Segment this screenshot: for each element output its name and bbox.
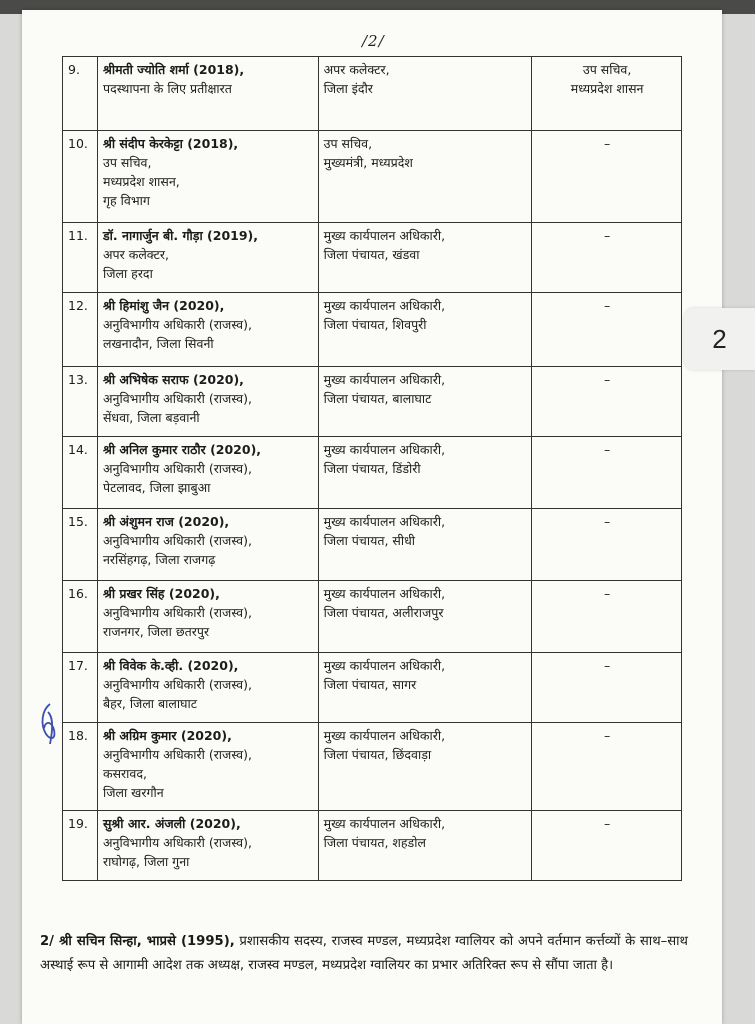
new-post-line: मुख्य कार्यपालन अधिकारी, <box>323 372 446 387</box>
serial-number-cell <box>63 653 98 723</box>
serial-number-cell <box>63 581 98 653</box>
new-post-line: मुख्य कार्यपालन अधिकारी, <box>323 514 446 529</box>
page-number-badge[interactable]: 2 <box>684 308 755 370</box>
new-post-line: जिला पंचायत, बालाघाट <box>323 391 432 406</box>
officer-current-post-line: अनुविभागीय अधिकारी (राजस्व), <box>102 461 252 476</box>
officer-current-post-line: गृह विभाग <box>102 193 150 208</box>
officer-name: डॉ. नागार्जुन बी. गौड़ा (2019), <box>102 228 259 243</box>
officer-current-post-line: अनुविभागीय अधिकारी (राजस्व), <box>102 533 252 548</box>
table-row <box>63 509 682 581</box>
officer-name: श्री विवेक के.व्ही. (2020), <box>102 658 239 673</box>
officer-name: श्री अंशुमन राज (2020), <box>102 514 230 529</box>
additional-charge-line: – <box>603 372 611 387</box>
additional-charge-line: – <box>603 728 611 743</box>
officer-name: श्री हिमांशु जैन (2020), <box>102 298 225 313</box>
officer-name: श्रीमती ज्योति शर्मा (2018), <box>102 62 245 77</box>
serial-number: 15. <box>68 514 88 529</box>
serial-number: 13. <box>68 372 88 387</box>
new-post-cell <box>318 367 532 437</box>
paragraph-lead: 2/ श्री सचिन सिन्हा, भाप्रसे (1995), <box>40 934 235 949</box>
officer-name: श्री अभिषेक सराफ (2020), <box>102 372 244 387</box>
page-mark: /2/ <box>362 32 385 50</box>
table-body <box>63 57 682 881</box>
new-post-line: मुख्य कार्यपालन अधिकारी, <box>323 728 446 743</box>
officer-name: श्री अग्रिम कुमार (2020), <box>102 728 232 743</box>
officer-current-post-line: अनुविभागीय अधिकारी (राजस्व), <box>102 835 252 850</box>
additional-charge-cell <box>532 723 682 811</box>
additional-charge-line: – <box>603 228 611 243</box>
table-row <box>63 367 682 437</box>
new-post-line: अपर कलेक्टर, <box>323 62 390 77</box>
officer-current-post-line: राघोगढ़, जिला गुना <box>102 854 190 869</box>
new-post-line: मुख्य कार्यपालन अधिकारी, <box>323 442 446 457</box>
officer-name: श्री संदीप केरकेट्टा (2018), <box>102 136 239 151</box>
additional-charge-line: – <box>603 586 611 601</box>
serial-number: 10. <box>68 136 88 151</box>
serial-number: 16. <box>68 586 88 601</box>
new-post-line: मुख्य कार्यपालन अधिकारी, <box>323 586 446 601</box>
additional-charge-cell <box>532 581 682 653</box>
new-post-line: मुख्य कार्यपालन अधिकारी, <box>323 816 446 831</box>
serial-number: 17. <box>68 658 88 673</box>
signature-mark <box>36 700 64 748</box>
new-post-cell <box>318 653 532 723</box>
officer-current-post-line: अनुविभागीय अधिकारी (राजस्व), <box>102 605 252 620</box>
officer-current-post-line: अनुविभागीय अधिकारी (राजस्व), <box>102 747 252 762</box>
additional-charge-cell <box>532 811 682 881</box>
new-post-cell <box>318 723 532 811</box>
new-post-line: जिला पंचायत, डिंडोरी <box>323 461 421 476</box>
new-post-cell <box>318 293 532 367</box>
officer-current-post-line: सेंधवा, जिला बड़वानी <box>102 410 200 425</box>
officer-current-post-line: मध्यप्रदेश शासन, <box>102 174 180 189</box>
new-post-line: जिला पंचायत, शिवपुरी <box>323 317 427 332</box>
officer-current-post-line: बैहर, जिला बालाघाट <box>102 696 198 711</box>
officer-current-post-line: अनुविभागीय अधिकारी (राजस्व), <box>102 391 252 406</box>
serial-number: 9. <box>68 62 80 77</box>
table-row <box>63 223 682 293</box>
order-paragraph <box>40 930 688 978</box>
additional-charge-cell <box>532 131 682 223</box>
new-post-line: जिला पंचायत, सीधी <box>323 533 416 548</box>
officer-cell <box>97 653 318 723</box>
new-post-line: जिला पंचायत, शहडोल <box>323 835 426 850</box>
officer-name: सुश्री आर. अंजली (2020), <box>102 816 241 831</box>
officer-cell <box>97 367 318 437</box>
officer-current-post-line: अपर कलेक्टर, <box>102 247 169 262</box>
officer-cell <box>97 223 318 293</box>
table-row <box>63 653 682 723</box>
additional-charge-line: मध्यप्रदेश शासन <box>570 81 644 96</box>
serial-number: 19. <box>68 816 88 831</box>
officer-name: श्री अनिल कुमार राठौर (2020), <box>102 442 262 457</box>
officer-cell <box>97 131 318 223</box>
new-post-cell <box>318 811 532 881</box>
new-post-line: जिला पंचायत, खंडवा <box>323 247 420 262</box>
table-row <box>63 293 682 367</box>
serial-number-cell <box>63 293 98 367</box>
serial-number: 14. <box>68 442 88 457</box>
transfer-table <box>62 56 682 881</box>
additional-charge-cell <box>532 293 682 367</box>
additional-charge-line: – <box>603 658 611 673</box>
serial-number-cell <box>63 811 98 881</box>
additional-charge-cell <box>532 57 682 131</box>
officer-cell <box>97 581 318 653</box>
serial-number-cell <box>63 509 98 581</box>
new-post-cell <box>318 581 532 653</box>
additional-charge-cell <box>532 223 682 293</box>
paragraph-body: प्रशासकीय सदस्य, राजस्व मण्डल, मध्यप्रदेश ग्वालियर को अपने वर्तमान कर्त्तव्यों के साथ–साथ अस्थाई रूप से आगामी आदेश तक अध्यक्ष, राजस्व मण्डल, मध्यप्रदेश ग्वालियर का प्रभार अतिरिक्त रूप से सौंपा जाता है। <box>40 934 688 973</box>
new-post-cell <box>318 131 532 223</box>
new-post-line: जिला पंचायत, अलीराजपुर <box>323 605 444 620</box>
serial-number: 11. <box>68 228 88 243</box>
table-row <box>63 723 682 811</box>
table-row <box>63 57 682 131</box>
officer-name: श्री प्रखर सिंह (2020), <box>102 586 220 601</box>
additional-charge-line: – <box>603 136 611 151</box>
officer-current-post-line: पेटलावद, जिला झाबुआ <box>102 480 211 495</box>
serial-number-cell <box>63 223 98 293</box>
table-row <box>63 581 682 653</box>
new-post-cell <box>318 223 532 293</box>
officer-cell <box>97 811 318 881</box>
officer-cell <box>97 723 318 811</box>
serial-number: 12. <box>68 298 88 313</box>
serial-number: 18. <box>68 728 88 743</box>
officer-current-post-line: अनुविभागीय अधिकारी (राजस्व), <box>102 317 252 332</box>
officer-current-post-line: पदस्थापना के लिए प्रतीक्षारत <box>102 81 232 96</box>
new-post-line: जिला पंचायत, छिंदवाड़ा <box>323 747 432 762</box>
new-post-line: मुख्य कार्यपालन अधिकारी, <box>323 228 446 243</box>
new-post-line: मुख्यमंत्री, मध्यप्रदेश <box>323 155 413 170</box>
new-post-line: जिला पंचायत, सागर <box>323 677 417 692</box>
table-row <box>63 131 682 223</box>
officer-cell <box>97 293 318 367</box>
new-post-cell <box>318 57 532 131</box>
new-post-line: जिला इंदौर <box>323 81 373 96</box>
officer-current-post-line: लखनादौन, जिला सिवनी <box>102 336 214 351</box>
additional-charge-line: उप सचिव, <box>582 62 632 77</box>
serial-number-cell <box>63 367 98 437</box>
officer-current-post-line: अनुविभागीय अधिकारी (राजस्व), <box>102 677 252 692</box>
officer-current-post-line: नरसिंहगढ़, जिला राजगढ़ <box>102 552 216 567</box>
new-post-line: उप सचिव, <box>323 136 373 151</box>
officer-current-post-line: जिला खरगौन <box>102 785 164 800</box>
new-post-cell <box>318 509 532 581</box>
officer-current-post-line: जिला हरदा <box>102 266 153 281</box>
new-post-line: मुख्य कार्यपालन अधिकारी, <box>323 298 446 313</box>
additional-charge-line: – <box>603 514 611 529</box>
additional-charge-cell <box>532 437 682 509</box>
officer-current-post-line: राजनगर, जिला छतरपुर <box>102 624 210 639</box>
officer-current-post-line: उप सचिव, <box>102 155 152 170</box>
additional-charge-cell <box>532 367 682 437</box>
officer-cell <box>97 437 318 509</box>
officer-cell <box>97 509 318 581</box>
serial-number-cell <box>63 57 98 131</box>
serial-number-cell <box>63 437 98 509</box>
new-post-line: मुख्य कार्यपालन अधिकारी, <box>323 658 446 673</box>
additional-charge-line: – <box>603 442 611 457</box>
new-post-cell <box>318 437 532 509</box>
table-row <box>63 437 682 509</box>
additional-charge-line: – <box>603 298 611 313</box>
officer-cell <box>97 57 318 131</box>
serial-number-cell <box>63 131 98 223</box>
officer-current-post-line: कसरावद, <box>102 766 147 781</box>
additional-charge-cell <box>532 653 682 723</box>
additional-charge-cell <box>532 509 682 581</box>
table-row <box>63 811 682 881</box>
serial-number-cell <box>63 723 98 811</box>
additional-charge-line: – <box>603 816 611 831</box>
